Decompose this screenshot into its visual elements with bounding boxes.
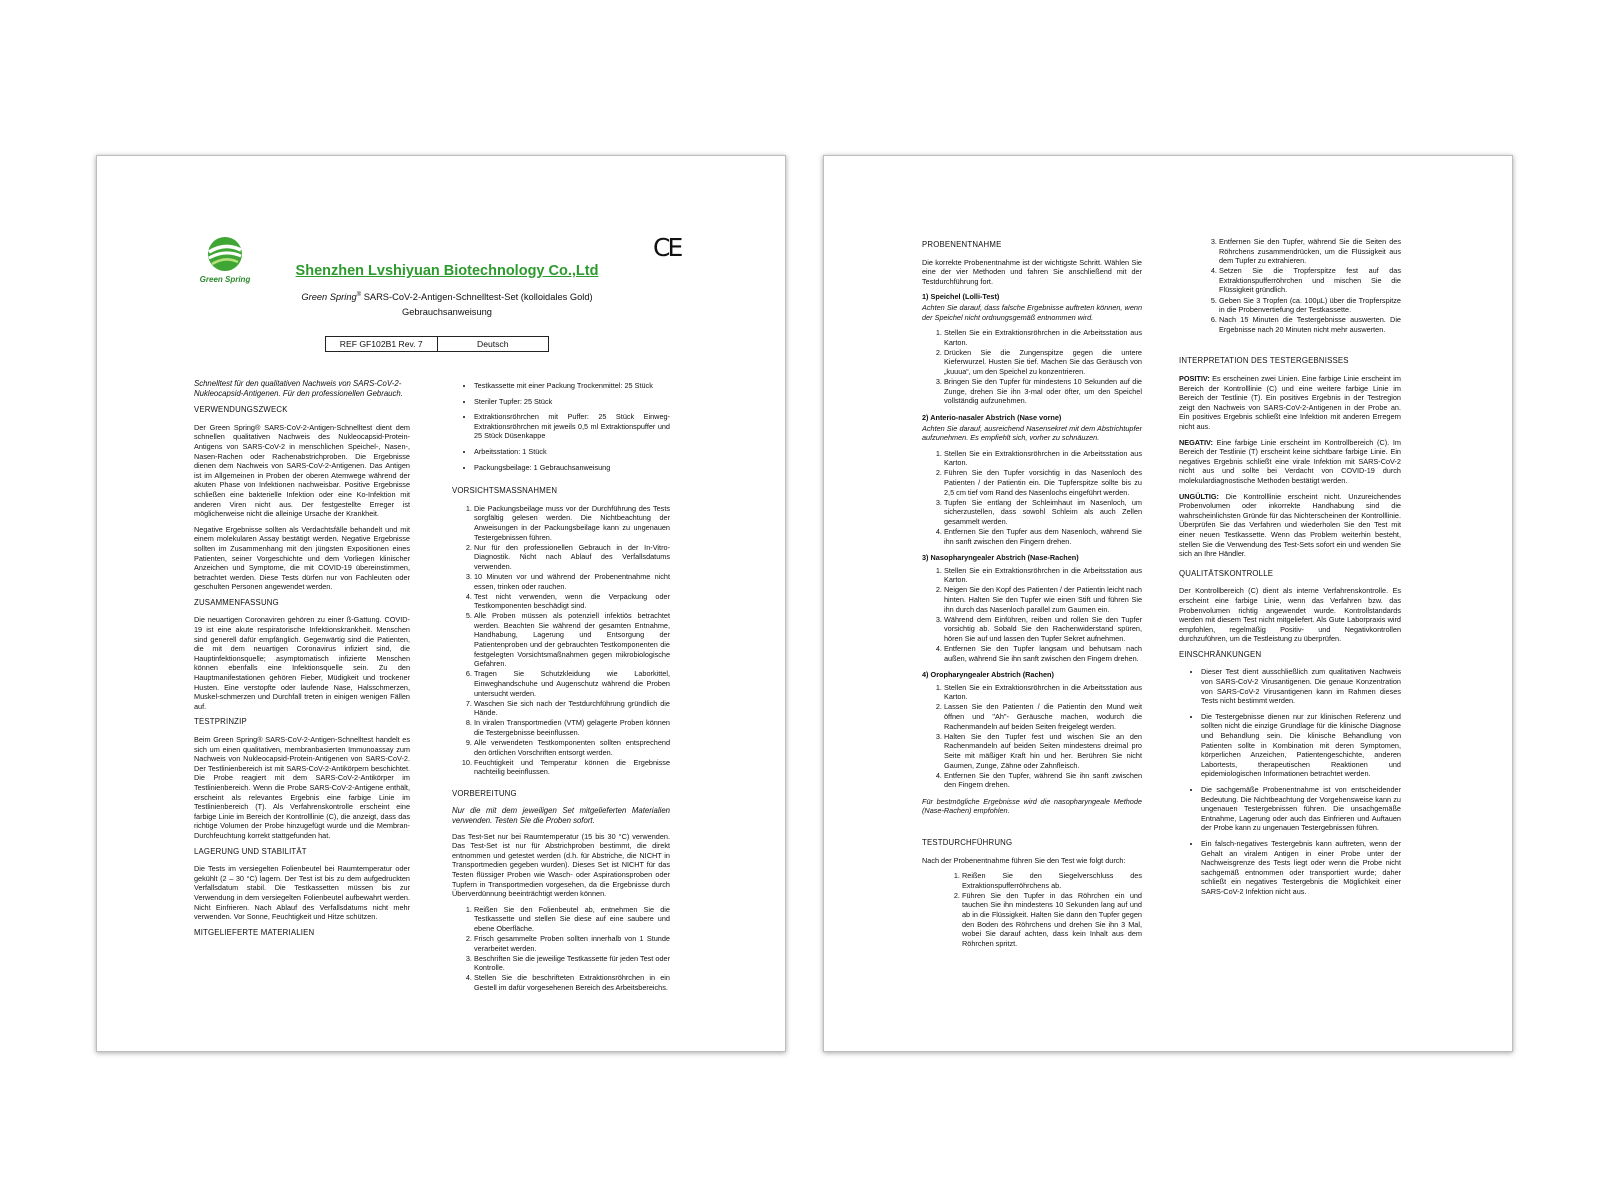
page2-right-column <box>1179 234 1401 904</box>
durchfuehrung-intro: Nach der Probenentnahme führen Sie den Test wie folgt durch: <box>922 855 1126 865</box>
durchfuehrung-list-part1 <box>922 871 1142 948</box>
ref-number: REF GF102B1 Rev. 7 <box>339 339 423 349</box>
heading-zusammenfassung: ZUSAMMENFASSUNG <box>194 597 279 607</box>
qualitaet-p1: Der Kontrollbereich (C) dient als interne Verfahrenskontrolle. Es erscheint eine farbige Linie, wenn das Verfahren bzw. das Probenvolumen richtig angewendet wurde. Kontrollstandards werden mit diesem Test nicht mitgeliefert. Als Gute Laborpraxis wird empfohlen, regelmäßig Positiv- und Negativkontrollen durchzuführen, um die Testleistung zu überprüfen. <box>1179 586 1401 644</box>
method-3-list <box>922 566 1142 663</box>
heading-interpretation: INTERPRETATION DES TESTERGEBNISSES <box>1179 356 1349 366</box>
vorbereitung-intro: Nur die mit dem jeweiligen Set mitgelieferten Materialien verwenden. Testen Sie die Proben sofort. <box>452 806 670 826</box>
list-item: 2. Lassen Sie den Patienten / die Patientin den Mund weit öffnen und "Ah"- Geräusche machen, wodurch die Rachenmandeln auf beiden Seiten freigelegt werden. <box>944 702 1142 731</box>
list-item: 2. Neigen Sie den Kopf des Patienten / der Patientin leicht nach hinten. Halten Sie den Tupfer wie einen Stift und führen Sie ihn durch das Nasenloch parallel zum Gaumen ein. <box>944 585 1142 614</box>
list-item: 3. Während dem Einführen, reiben und rollen Sie den Tupfer vorsichtig ab. Sobald Sie den Rachenwiderstand spüren, hören Sie auf und lassen den Tupfer Sekret aufnehmen. <box>944 615 1142 644</box>
heading-probenentnahme: PROBENENTNAHME <box>922 240 1002 249</box>
list-item: 1. Reißen Sie den Folienbeutel ab, entnehmen Sie die Testkassette und stellen Sie diese auf eine saubere und ebene Oberfläche. <box>474 905 670 934</box>
list-item: 1. Stellen Sie ein Extraktionsröhrchen in die Arbeitsstation aus Karton. <box>944 328 1142 347</box>
list-item: 8. In viralen Transportmedien (VTM) gelagerte Proben können die Testergebnisse beeinflussen. <box>474 718 670 737</box>
list-item: 4. Setzen Sie die Tropferspitze fest auf das Extraktionspufferröhrchen und mischen Sie die Flüssigkeit gründlich. <box>1219 266 1401 295</box>
heading-einschraenkungen: EINSCHRÄNKUNGEN <box>1179 649 1262 659</box>
ce-mark: CE <box>653 233 681 262</box>
testprinzip-p1: Beim Green Spring® SARS-CoV-2-Antigen-Schnelltest handelt es sich um einen qualitativen, membranbasierten Immunoassay zum Nachweis von Nukleocapsid-Protein-Antigenen von SARS-CoV-2. Der Testlinienbereich ist mit SARS-CoV-2-Antikörpern beschichtet. Die Probe reagiert mit dem SARS-CoV-2-Antikörper im Testlinienbereich. Wenn die Probe SARS-CoV-2-Antigene enthält, erscheint als relevantes Ergebnis eine farbige Linie im Testlinienbereich (T). Als Verfahrenskontrolle erscheint eine farbige Linie im Bereich der Kontrolllinie (C), die anzeigt, dass das richtige Volumen der Probe hinzugefügt wurde und die Membran-Durchfeuchtung korrekt stattgefunden hat. <box>194 735 410 840</box>
heading-materialien: MITGELIEFERTE MATERIALIEN <box>194 927 315 937</box>
durchfuehrung-list-part2 <box>1179 237 1401 334</box>
green-spring-logo <box>200 234 250 286</box>
list-item: 6. Nach 15 Minuten die Testergebnisse auswerten. Die Ergebnisse nach 20 Minuten nicht mehr auswerten. <box>1219 315 1401 334</box>
method-4-list <box>922 683 1142 790</box>
probenentnahme-footer-note: Für bestmögliche Ergebnisse wird die nasopharyngeale Methode (Nase-Rachen) empfohlen. <box>922 796 1142 816</box>
list-item: 4. Test nicht verwenden, wenn die Verpackung oder Testkomponenten beschädigt sind. <box>474 592 670 611</box>
list-item: • Packungsbeilage: 1 Gebrauchsanweisung <box>474 463 670 473</box>
interpretation-positiv: POSITIV: Es erscheinen zwei Linien. Eine farbige Linie erscheint im Bereich der Kontrolllinie (C) und eine weitere farbige Linie im Bereich der Testlinie (T). Ein positives Ergebnis in der Testregion zeigt den Nachweis von SARS-CoV-2-Antigenen in der Probe an. Ein positives Ergebnis schließt eine Infektion mit anderen Erregern nicht aus. <box>1179 374 1401 431</box>
lagerung-p1: Die Tests im versiegelten Folienbeutel bei Raumtemperatur oder gekühlt (2 – 30 °C) lagern. Der Test ist bis zu dem aufgedruckten Verfallsdatum stabil. Die Testkassetten müssen bis zur Verwendung in dem versiegelten Folienbeutel aufbewahrt werden. Nicht Einfrieren. Nach Ablauf des Verfallsdatums nicht mehr verwenden. Vor Sonne, Feuchtigkeit und Hitze schützen. <box>194 864 410 922</box>
method-2-note: Achten Sie darauf, ausreichend Nasensekret mit dem Abstrichtupfer aufzunehmen. Es empfiehlt sich, vorher zu schnäuzen. <box>922 423 1142 443</box>
method-2-title: 2) Anterio-nasaler Abstrich (Nase vorne) <box>922 412 1062 422</box>
heading-testdurchfuehrung: TESTDURCHFÜHRUNG <box>922 837 1013 847</box>
list-item: 3. Tupfen Sie entlang der Schleimhaut im Nasenloch, um sicherzustellen, dass sowohl Schleim als auch Zellen gesammelt werden. <box>944 498 1142 527</box>
interpretation-ungueltig: UNGÜLTIG: Die Kontrolllinie erscheint nicht. Unzureichendes Probenvolumen oder inkorrekte Handhabung sind die wahrscheinlichsten Gründe für das Nichterscheinen der Kontrolllinie. Überprüfen Sie das Verfahren und wiederholen Sie den Test mit einer neuen Testkassette. Wenn das Problem weiterhin besteht, stellen Sie die Verwendung des Test-Sets sofort ein und wenden Sie sich an Ihre Händler. <box>1179 491 1401 559</box>
language-label: Deutsch <box>437 337 549 351</box>
method-1-note: Achten Sie darauf, dass falsche Ergebnisse auftreten können, wenn der Speichel nicht ordnungsgemäß entnommen wird. <box>922 302 1142 322</box>
heading-testprinzip: TESTPRINZIP <box>194 717 247 727</box>
probenentnahme-intro: Die korrekte Probenentnahme ist der wichtigste Schritt. Wählen Sie eine der vier Methoden und fahren Sie anschließend mit der Testdurchführung fort. <box>922 257 1142 286</box>
method-1-title: 1) Speichel (Lolli-Test) <box>922 292 1000 302</box>
list-item: • Ein falsch-negatives Testergebnis kann auftreten, wenn der Gehalt an viralem Antigen in einer Probe unter der Nachweisgrenze des Tests liegt oder wenn die Probe nicht sachgemäß entnommen oder transportiert wurde; daher schließt ein negatives Testergebnis die Möglichkeit einer SARS-CoV-2 Infektion nicht aus. <box>1201 839 1401 897</box>
reference-table <box>325 336 549 352</box>
heading-vorsicht: VORSICHTSMASSNAHMEN <box>452 486 558 496</box>
zusammenfassung-p1: Die neuartigen Coronaviren gehören zu einer ß-Gattung. COVID-19 ist eine akute respiratorische Infektionskrankheit. Menschen sind generell dafür empfänglich. Gegenwärtig sind die Patienten, die mit dem neuartigen Coronavirus infiziert sind, die Hauptinfektionsquelle; asymptomatisch infizierte Menschen können ebenfalls eine Infektionsquelle sein. Zu den Hauptmanifestationen gehören Fieber, Müdigkeit und trockener Husten. Eine verstopfte oder laufende Nase, Halsschmerzen, Muskel-schmerzen und Durchfall treten in einigen wenigen Fällen auf. <box>194 615 410 711</box>
svg-text:Green Spring: Green Spring <box>200 275 250 284</box>
verwendungszweck-p1: Der Green Spring® SARS-CoV-2-Antigen-Schnelltest dient dem schnellen qualitativen Nachweis des Nukleocapsid-Protein-Antigens von SARS-CoV-2 in menschlichen Speichel-, Nasen-, Nasen-Rachen oder Rachenabstrichproben. Die Ergebnisse dienen dem Nachweis von SARS-CoV-2-Antigenen. Das Antigen ist im Allgemeinen in Proben der oberen Atemwege während der akuten Phase von Infektionen nachweisbar. Positive Ergebnisse schließen eine bakterielle Infektion oder eine Ko-Infektion mit anderen Viren nicht aus. Der festgestellte Erreger ist möglicherweise nicht die alleinige Ursache der Krankheit. <box>194 422 410 519</box>
document-page-1 <box>96 155 786 1052</box>
heading-lagerung: LAGERUNG UND STABILITÄT <box>194 846 307 856</box>
intro-text: Schnelltest für den qualitativen Nachweis von SARS-CoV-2-Nukleocapsid-Antigenen. Für den professionellen Gebrauch. <box>194 379 403 398</box>
list-item: • Die Testergebnisse dienen nur zur klinischen Referenz und sollten nicht die einzige Grundlage für die klinische Diagnose und Behandlung sein. Die klinische Behandlung von Patienten sollte in Kombination mit deren Symptomen, körperlichen Anzeichen, Patientengeschichte, anderen Labortests, therapeutischen Reaktionen und epidemiologischen Informationen betrachtet werden. <box>1201 712 1401 779</box>
list-item: 1. Die Packungsbeilage muss vor der Durchführung des Tests sorgfältig gelesen werden. Die Nichtbeachtung der Anweisungen in der Packungsbeilage kann zu ungenauen Testergebnissen führen. <box>474 504 670 542</box>
list-item: 3. Bringen Sie den Tupfer für mindestens 10 Sekunden auf die Zunge, drehen Sie ihn 3-mal oder öfter, um den Speichel vollständig aufzunehmen. <box>944 377 1142 406</box>
materialien-list <box>452 381 670 472</box>
heading-vorbereitung: VORBEREITUNG <box>452 788 517 798</box>
list-item: 6. Tragen Sie Schutzkleidung wie Laborkittel, Einweghandschuhe und Augenschutz während die Proben untersucht werden. <box>474 669 670 698</box>
method-3-title: 3) Nasopharyngealer Abstrich (Nase-Rachen) <box>922 553 1079 563</box>
page1-right-column <box>452 378 670 1000</box>
list-item: 5. Geben Sie 3 Tropfen (ca. 100µL) über die Tropferspitze in die Probenvertiefung der Testkassette. <box>1219 296 1401 315</box>
list-item: 3. 10 Minuten vor und während der Probenentnahme nicht essen, trinken oder rauchen. <box>474 572 670 591</box>
list-item: • Arbeitsstation: 1 Stück <box>474 447 670 457</box>
list-item: 5. Alle Proben müssen als potenziell infektiös betrachtet werden. Beachten Sie während der gesamten Entnahme, Handhabung, Lagerung und Entsorgung der Patientenproben und der gebrauchten Testkomponenten die festgelegten Vorsichtsmaßnahmen gegen mikrobiologische Gefahren. <box>474 611 670 669</box>
heading-qualitaetskontrolle: QUALITÄTSKONTROLLE <box>1179 568 1274 578</box>
vorbereitung-p1: Das Test-Set nur bei Raumtemperatur (15 bis 30 °C) verwenden. Das Test-Set ist nur für Abstrichproben bestimmt, die direkt entnommen und getestet werden (d.h. für Abstriche, die NICHT in Transportmedien gegeben wurden). Dieses Set ist NICHT für das Testen flüssiger Proben wie Wasch- oder Aspirationsproben oder Tupfern in Transportmedien vorgesehen, da die Ergebnisse durch Überverdünnung beeinträchtigt werden können. <box>452 831 670 899</box>
list-item: 1. Reißen Sie den Siegelverschluss des Extraktionspufferröhrchens ab. <box>962 871 1142 890</box>
list-item: 2. Führen Sie den Tupfer in das Röhrchen ein und tauchen Sie ihn mindestens 10 Sekunden lang auf und ab in die Flüssigkeit. Halten Sie dann den Tupfer gegen den Boden des Röhrchens und drehen Sie ihn 3 Mal, wobei Sie darauf achten, dass kein Inhalt aus dem Röhrchen spritzt. <box>962 891 1142 949</box>
vorsicht-list <box>452 504 670 777</box>
list-item: 1. Stellen Sie ein Extraktionsröhrchen in die Arbeitsstation aus Karton. <box>944 566 1142 585</box>
list-item: • Dieser Test dient ausschließlich zum qualitativen Nachweis von SARS-CoV-2 Virusantigenen. Die genaue Konzentration von SARS-CoV-2 Virusantigenen kann im Rahmen dieses Tests nicht bestimmt werden. <box>1201 667 1401 705</box>
list-item: 2. Frisch gesammelte Proben sollten innerhalb von 1 Stunde verarbeitet werden. <box>474 934 670 953</box>
list-item: 1. Stellen Sie ein Extraktionsröhrchen in die Arbeitsstation aus Karton. <box>944 449 1142 468</box>
list-item: 2. Drücken Sie die Zungenspitze gegen die untere Kieferwurzel. Husten Sie tief. Machen Sie das Geräusch von „kuuua“, um den Speichel zu konzentrieren. <box>944 348 1142 377</box>
list-item: 1. Stellen Sie ein Extraktionsröhrchen in die Arbeitsstation aus Karton. <box>944 683 1142 702</box>
list-item: 2. Nur für den professionellen Gebrauch in der In-Vitro-Diagnostik. Nicht nach Ablauf des Verfallsdatums verwenden. <box>474 543 670 572</box>
list-item: 4. Stellen Sie die beschrifteten Extraktionsröhrchen in ein Gestell im dafür vorgesehenen Bereich des Arbeitsbereichs. <box>474 973 670 992</box>
page2-left-column <box>922 234 1142 955</box>
interpretation-negativ: NEGATIV: Eine farbige Linie erscheint im Kontrollbereich (C). Im Bereich der Testlinie (T) erscheint keine sichtbare farbige Linie. Ein negatives Ergebnis schließt eine virale Infektion mit SARS-CoV-2 nicht aus und sollte bei Verdacht von COVID-19 durch molekulardiagnostische Methoden bestätigt werden. <box>1179 437 1401 485</box>
heading-verwendungszweck: VERWENDUNGSZWECK <box>194 405 288 415</box>
list-item: 10. Feuchtigkeit und Temperatur können die Ergebnisse nachteilig beeinflussen. <box>474 758 670 777</box>
list-item: • Die sachgemäße Probenentnahme ist von entscheidender Bedeutung. Die Nichtbeachtung der Vorgehensweise kann zu ungenauen Testergebnissen führen. Die unsachgemäße Entnahme, Lagerung oder auch das Einfrieren und Auftauen der Probe kann zu ungenauen Testergebnissen führen. <box>1201 785 1401 833</box>
list-item: 3. Halten Sie den Tupfer fest und wischen Sie an den Rachenmandeln auf beiden Seiten mindestens dreimal pro Seite mit mäßiger Kraft hin und her. Berühren Sie nicht Gaumen, Zunge, Zähne oder Zahnfleisch. <box>944 732 1142 770</box>
method-1-list <box>922 328 1142 406</box>
company-name: Shenzhen Lvshiyuan Biotechnology Co.,Ltd <box>295 263 599 279</box>
list-item: 3. Beschriften Sie die jeweilige Testkassette für jeden Test oder Kontrolle. <box>474 954 670 973</box>
list-item: 4. Entfernen Sie den Tupfer, während Sie ihn sanft zwischen den Fingern drehen. <box>944 771 1142 790</box>
product-subtitle: Gebrauchsanweisung <box>402 307 492 317</box>
list-item: 9. Alle verwendeten Testkomponenten sollten entsprechend den örtlichen Vorschriften entsorgt werden. <box>474 738 670 757</box>
document-page-2 <box>823 155 1513 1052</box>
einschraenkungen-list <box>1179 667 1401 896</box>
list-item: 3. Entfernen Sie den Tupfer, während Sie die Seiten des Röhrchens zusammendrücken, um die Flüssigkeit aus dem Tupfer zu extrahieren. <box>1219 237 1401 266</box>
list-item: 7. Waschen Sie sich nach der Testdurchführung gründlich die Hände. <box>474 699 670 718</box>
product-title: Green Spring® SARS-CoV-2-Antigen-Schnelltest-Set (kolloidales Gold) <box>301 292 593 303</box>
list-item: 4. Entfernen Sie den Tupfer aus dem Nasenloch, während Sie ihn sanft zwischen den Fingern drehen. <box>944 527 1142 546</box>
method-4-title: 4) Oropharyngealer Abstrich (Rachen) <box>922 670 1054 680</box>
list-item: 4. Entfernen Sie den Tupfer langsam und behutsam nach außen, während Sie ihn sanft zwischen den Fingern drehen. <box>944 644 1142 663</box>
list-item: • Testkassette mit einer Packung Trockenmittel: 25 Stück <box>474 381 670 391</box>
method-2-list <box>922 449 1142 546</box>
list-item: 2. Führen Sie den Tupfer vorsichtig in das Nasenloch des Patienten / der Patientin ein. Die Tupferspitze sollte bis zu 2,5 cm tief vom Rand des Nasenlochs eingeführt werden. <box>944 468 1142 497</box>
list-item: • Steriler Tupfer: 25 Stück <box>474 397 670 407</box>
page1-left-column <box>194 379 410 945</box>
list-item: • Extraktionsröhrchen mit Puffer: 25 Stück Einweg-Extraktionsröhrchen mit jeweils 0,5 ml Extraktionspuffer und 25 Stück Düsenkappe <box>474 412 670 441</box>
verwendungszweck-p2: Negative Ergebnisse sollten als Verdachtsfälle behandelt und mit einem molekularen Assay bestätigt werden. Negative Ergebnisse sollten im Zusammenhang mit den jüngsten Expositionen eines Patienten, seiner Vorgeschichte und dem Vorliegen klinischer Anzeichen und Symptome, die mit COVID-19 übereinstimmen, betrachtet werden. Diese Tests dürfen nur von Fachleuten oder geschulten Personen angewendet werden. <box>194 524 410 592</box>
vorbereitung-list <box>452 905 670 993</box>
